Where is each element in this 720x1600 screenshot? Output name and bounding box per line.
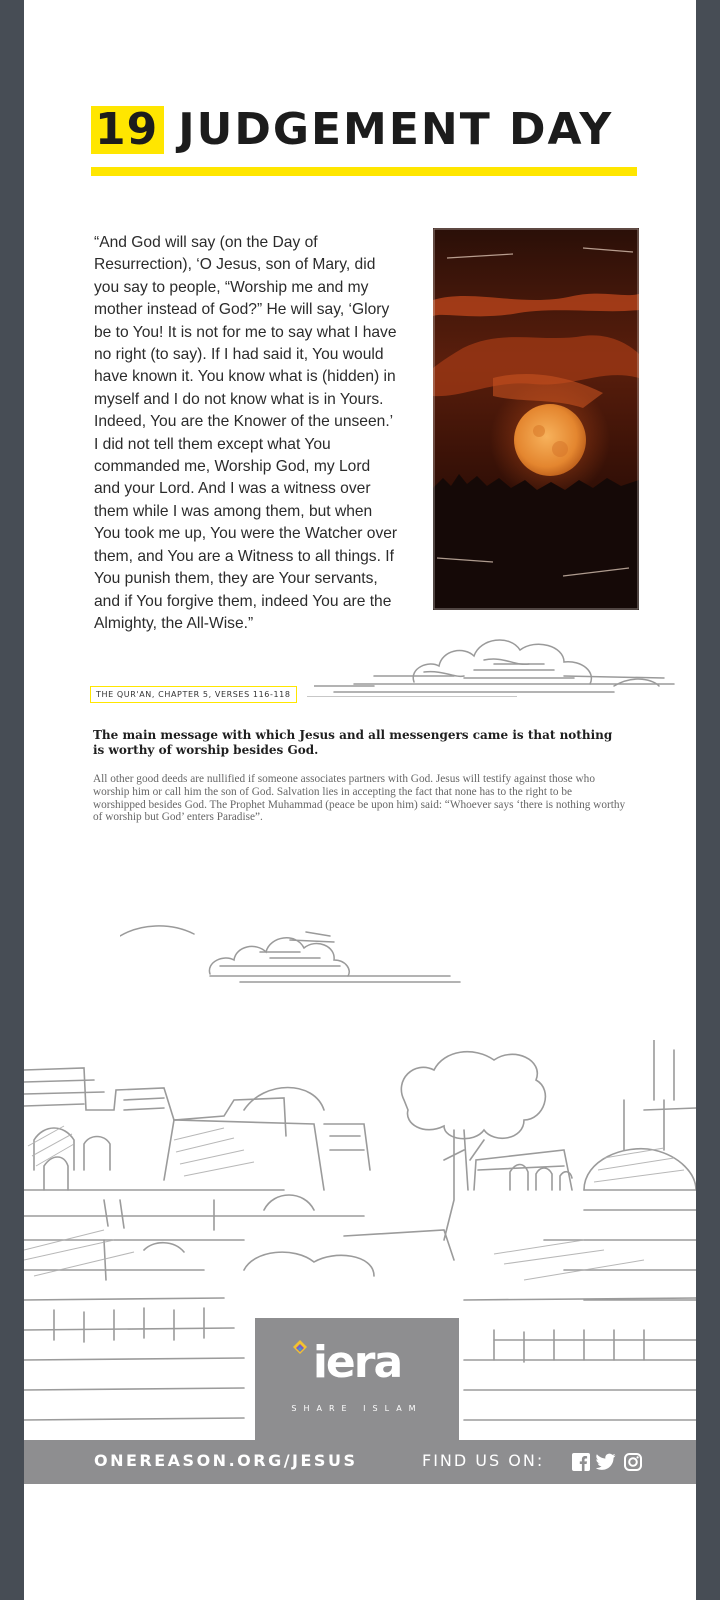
footer-bar (24, 1440, 696, 1484)
body-text: All other good deeds are nullified if someone associates partners with God. Jesus will testify against those who worship him or call him the son of God. Salvation lies in accepting the fact that none has to the right to be worshipped besides God. The Prophet Muhammad (peace be upon him) said: “Whoever says ‘there is nothing worthy of worship but God’ enters Paradise”. (93, 773, 626, 824)
moon-photo-image (433, 228, 639, 610)
right-frame (696, 0, 720, 1600)
find-us-label: FIND US ON: (422, 1451, 545, 1470)
title-text: JUDGEMENT DAY (178, 104, 614, 155)
quran-quote: “And God will say (on the Day of Resurrection), ‘O Jesus, son of Mary, did you say to people, “Worship me and my mother instead of God?” He will say, ‘Glory be to You! It is not for me to say what I have no right (to say). If I had said it, You would have known it. You know what is (hidden) in myself and I do not know what is in Yours. Indeed, You are the Knower of the unseen.’ I did not tell them except what You commanded me, Worship God, my Lord and your Lord. And I was a witness over them while I was among them, but when You took me up, You were the Watcher over them, and You are a Witness to all things. If You punish them, they are Your servants, and if You forgive them, indeed You are the Almighty, the All-Wise.” (94, 234, 398, 632)
moon-photo (433, 228, 639, 610)
poster-panel (24, 0, 696, 1600)
facebook-icon[interactable] (572, 1453, 590, 1471)
page-title (91, 106, 613, 154)
title-underline (91, 167, 637, 176)
quote-source: THE QUR'AN, CHAPTER 5, VERSES 116-118 (90, 686, 297, 703)
instagram-icon[interactable] (624, 1453, 642, 1471)
logo-mark: iera (312, 1337, 402, 1388)
logo-tagline: SHARE ISLAM (291, 1404, 423, 1413)
divider (307, 696, 517, 697)
website-link[interactable]: ONEREASON.ORG/JESUS (94, 1451, 358, 1470)
lead-text: The main message with which Jesus and all messengers came is that nothing is worthy of worship besides God. (93, 728, 613, 757)
cloud-illustration-lower (120, 912, 480, 1002)
left-frame (0, 0, 24, 1600)
logo-box (255, 1318, 459, 1440)
title-number: 19 (91, 106, 164, 154)
twitter-icon[interactable] (596, 1453, 616, 1471)
